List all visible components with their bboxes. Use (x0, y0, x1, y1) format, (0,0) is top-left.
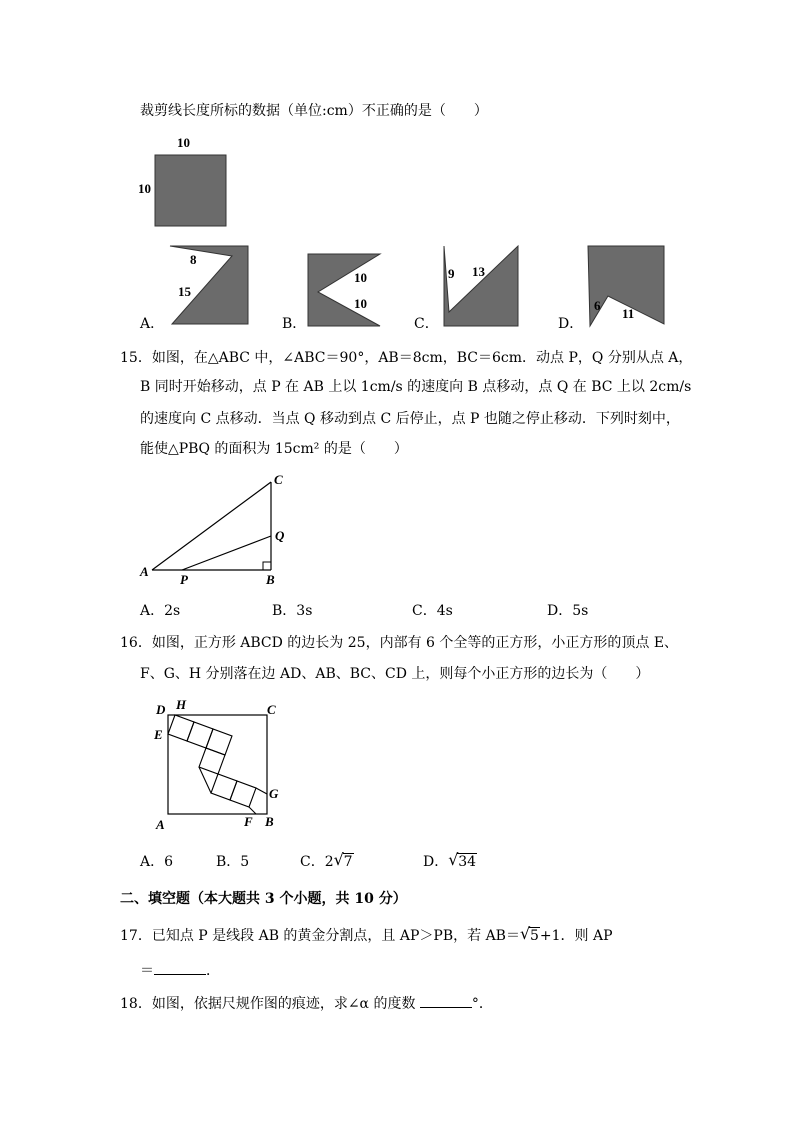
q16-line-2: F、G、H 分别落在边 AD、AB、BC、CD 上，则每个小正方形的边长为（ ） (140, 666, 650, 682)
q14-stem: 裁剪线长度所标的数据（单位:cm）不正确的是（ ） (140, 103, 488, 119)
q18-degree: °． (471, 996, 493, 1012)
q14-option-d-figure (578, 240, 678, 330)
q15-line-2: B 同时开始移动，点 P 在 AB 上以 1cm/s 的速度向 B 点移动，点 Q 在 BC 上以 2cm/s (140, 379, 692, 395)
q15-label-q: Q (275, 528, 285, 543)
q16-label-e: E (154, 727, 163, 742)
q16-option-c-radicand: 7 (343, 854, 353, 870)
q17-text-b: +1．则 AP (539, 928, 613, 944)
q18-text: 18．如图，依据尺规作图的痕迹，求∠α 的度数 (120, 996, 416, 1012)
q18-line (120, 993, 493, 1014)
q15-label-b: B (266, 572, 275, 587)
q14-b-label-1: 10 (354, 270, 367, 285)
q14-option-b[interactable]: B． (282, 316, 307, 332)
q14-a-label-2: 15 (178, 284, 191, 299)
q15-label-p: P (180, 572, 188, 587)
q16-option-b[interactable]: B．5 (216, 854, 250, 870)
q14-option-a-figure (160, 240, 260, 330)
q17-text-a: 17．已知点 P 是线段 AB 的黄金分割点，且 AP＞PB，若 AB＝ (120, 928, 520, 944)
q16-option-d-radicand: 34 (458, 854, 477, 870)
q17-radicand: 5 (529, 928, 539, 944)
section-2-title: 二、填空题（本大题共 3 个小题，共 10 分） (120, 891, 407, 907)
q14-b-label-2: 10 (354, 296, 367, 311)
q15-option-d[interactable]: D．5s (547, 603, 589, 619)
q16-option-d-prefix: D． (423, 854, 449, 870)
q14-square-figure (130, 130, 240, 230)
q16-label-g: G (269, 786, 279, 801)
q15-line-1: 15．如图，在△ABC 中，∠ABC＝90°，AB＝8cm，BC＝6cm．动点 P，Q 分别从点 A， (120, 350, 693, 366)
q17-period: ． (206, 963, 220, 979)
q15-option-b[interactable]: B．3s (272, 603, 313, 619)
q18-answer-blank[interactable] (420, 993, 472, 1008)
q15-line-3: 的速度向 C 点移动．当点 Q 移动到点 C 后停止，点 P 也随之停止移动．下列时刻中， (140, 411, 680, 427)
q16-option-c[interactable] (300, 852, 354, 872)
q14-c-label-2: 13 (472, 264, 485, 279)
q14-square-left-label: 10 (138, 181, 151, 196)
q16-option-a[interactable]: A．6 (140, 854, 174, 870)
q17-equals: ＝ (140, 963, 154, 979)
q16-square-figure (150, 694, 290, 834)
q17-line-2 (140, 960, 220, 981)
sqrt-symbol: √ 5 (519, 924, 539, 944)
q16-label-a: A (156, 817, 165, 832)
q14-option-c[interactable]: C． (414, 316, 439, 332)
q14-square (155, 155, 226, 226)
q16-line-1: 16．如图，正方形 ABCD 的边长为 25，内部有 6 个全等的正方形，小正方形的顶点 E、 (120, 635, 679, 651)
q16-label-h: H (176, 697, 187, 712)
q16-option-d[interactable] (423, 852, 477, 872)
q14-option-b-figure (298, 240, 398, 330)
q16-label-f: F (244, 814, 253, 829)
q17-answer-blank[interactable] (154, 960, 206, 975)
sqrt-symbol: √ 34 (448, 850, 477, 870)
q17-line-1 (120, 926, 613, 946)
q16-label-c: C (267, 702, 276, 717)
q14-a-label-1: 8 (190, 252, 197, 267)
q16-label-d: D (156, 702, 166, 717)
q14-square-top-label: 10 (177, 135, 190, 150)
q16-label-b: B (265, 814, 274, 829)
q14-option-d[interactable]: D． (558, 316, 584, 332)
q15-label-c: C (274, 472, 283, 487)
q15-line-4: 能使△PBQ 的面积为 15cm² 的是（ ） (140, 441, 408, 457)
q14-option-a[interactable]: A． (140, 316, 165, 332)
q15-triangle-figure (136, 470, 296, 590)
q15-option-c[interactable]: C．4s (412, 603, 453, 619)
q16-small-squares (168, 715, 267, 814)
q14-c-label-1: 9 (448, 266, 455, 281)
q14-d-label-2: 11 (622, 306, 635, 321)
q15-option-a[interactable]: A．2s (140, 603, 181, 619)
sqrt-symbol: √ 7 (333, 850, 353, 870)
q15-label-a: A (140, 564, 149, 579)
q14-option-c-figure (432, 240, 532, 330)
q16-option-c-prefix: C．2 (300, 854, 334, 870)
q14-d-label-1: 6 (594, 298, 601, 313)
